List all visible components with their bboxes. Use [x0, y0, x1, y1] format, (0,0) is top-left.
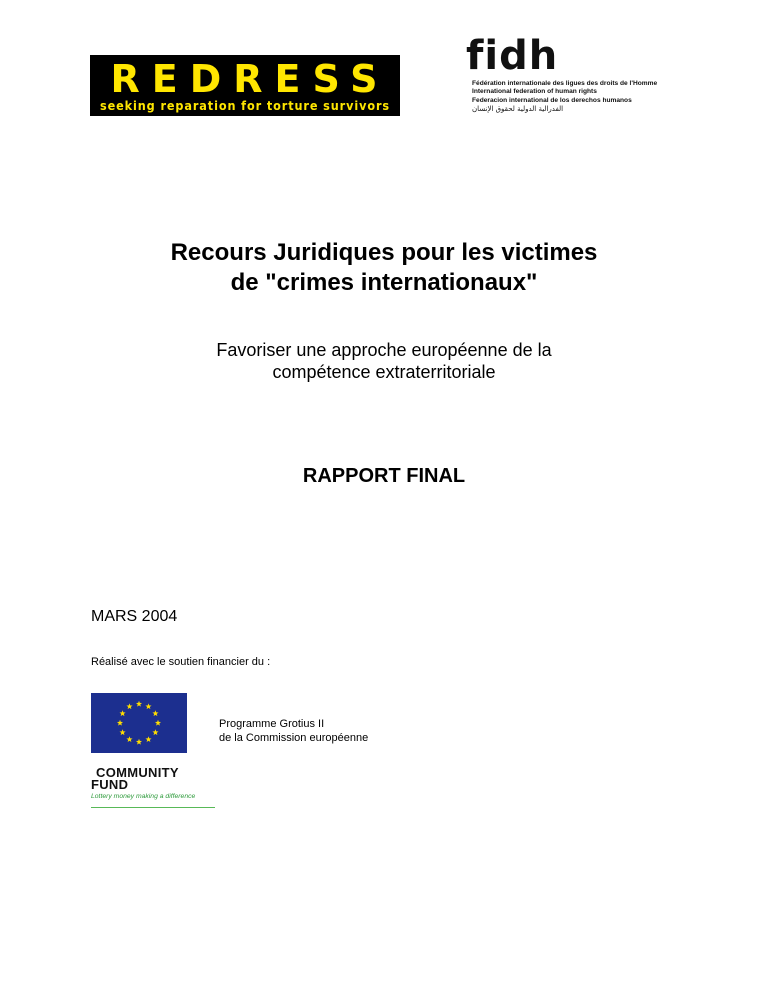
- eu-programme-caption: [219, 717, 368, 745]
- fidh-logo-name: fidh: [466, 33, 559, 79]
- document-title-line1: Recours Juridiques pour les victimes: [170, 239, 598, 266]
- report-label: RAPPORT FINAL: [302, 465, 466, 487]
- fidh-line-french: Fédération internationale des ligues des droits de l'Homme: [472, 80, 658, 87]
- report-date: MARS 2004: [91, 608, 178, 625]
- document-subtitle: [0, 339, 768, 383]
- document-title: [0, 238, 768, 298]
- redress-logo: [90, 55, 400, 116]
- financial-support-text: Réalisé avec le soutien financier du :: [91, 656, 271, 668]
- eu-flag-icon: [91, 693, 187, 753]
- community-fund-logo: [91, 766, 221, 810]
- eu-caption-line1: Programme Grotius II: [219, 718, 325, 730]
- community-fund-underline: [91, 807, 215, 808]
- fidh-logo-lines: [472, 80, 687, 114]
- community-fund-line2: FUND: [91, 777, 129, 792]
- redress-logo-tagline: seeking reparation for torture survivors: [99, 98, 391, 113]
- document-subtitle-line1: Favoriser une approche européenne de la: [216, 340, 552, 360]
- fidh-line-arabic: الفدرالية الدولية لحقوق الإنسان: [472, 105, 564, 114]
- community-fund-tagline: Lottery money making a difference: [91, 793, 196, 800]
- document-title-line2: de "crimes internationaux": [230, 269, 538, 296]
- community-fund-line1: COMMUNITY: [96, 765, 179, 780]
- eu-caption-line2: de la Commission européenne: [219, 732, 369, 744]
- fidh-logo: [466, 33, 686, 120]
- document-subtitle-line2: compétence extraterritoriale: [272, 362, 496, 382]
- fidh-line-english: International federation of human rights: [472, 88, 597, 96]
- redress-logo-name: REDRESS: [110, 57, 390, 101]
- fidh-line-spanish: Federacion international de los derechos humanos: [472, 96, 632, 104]
